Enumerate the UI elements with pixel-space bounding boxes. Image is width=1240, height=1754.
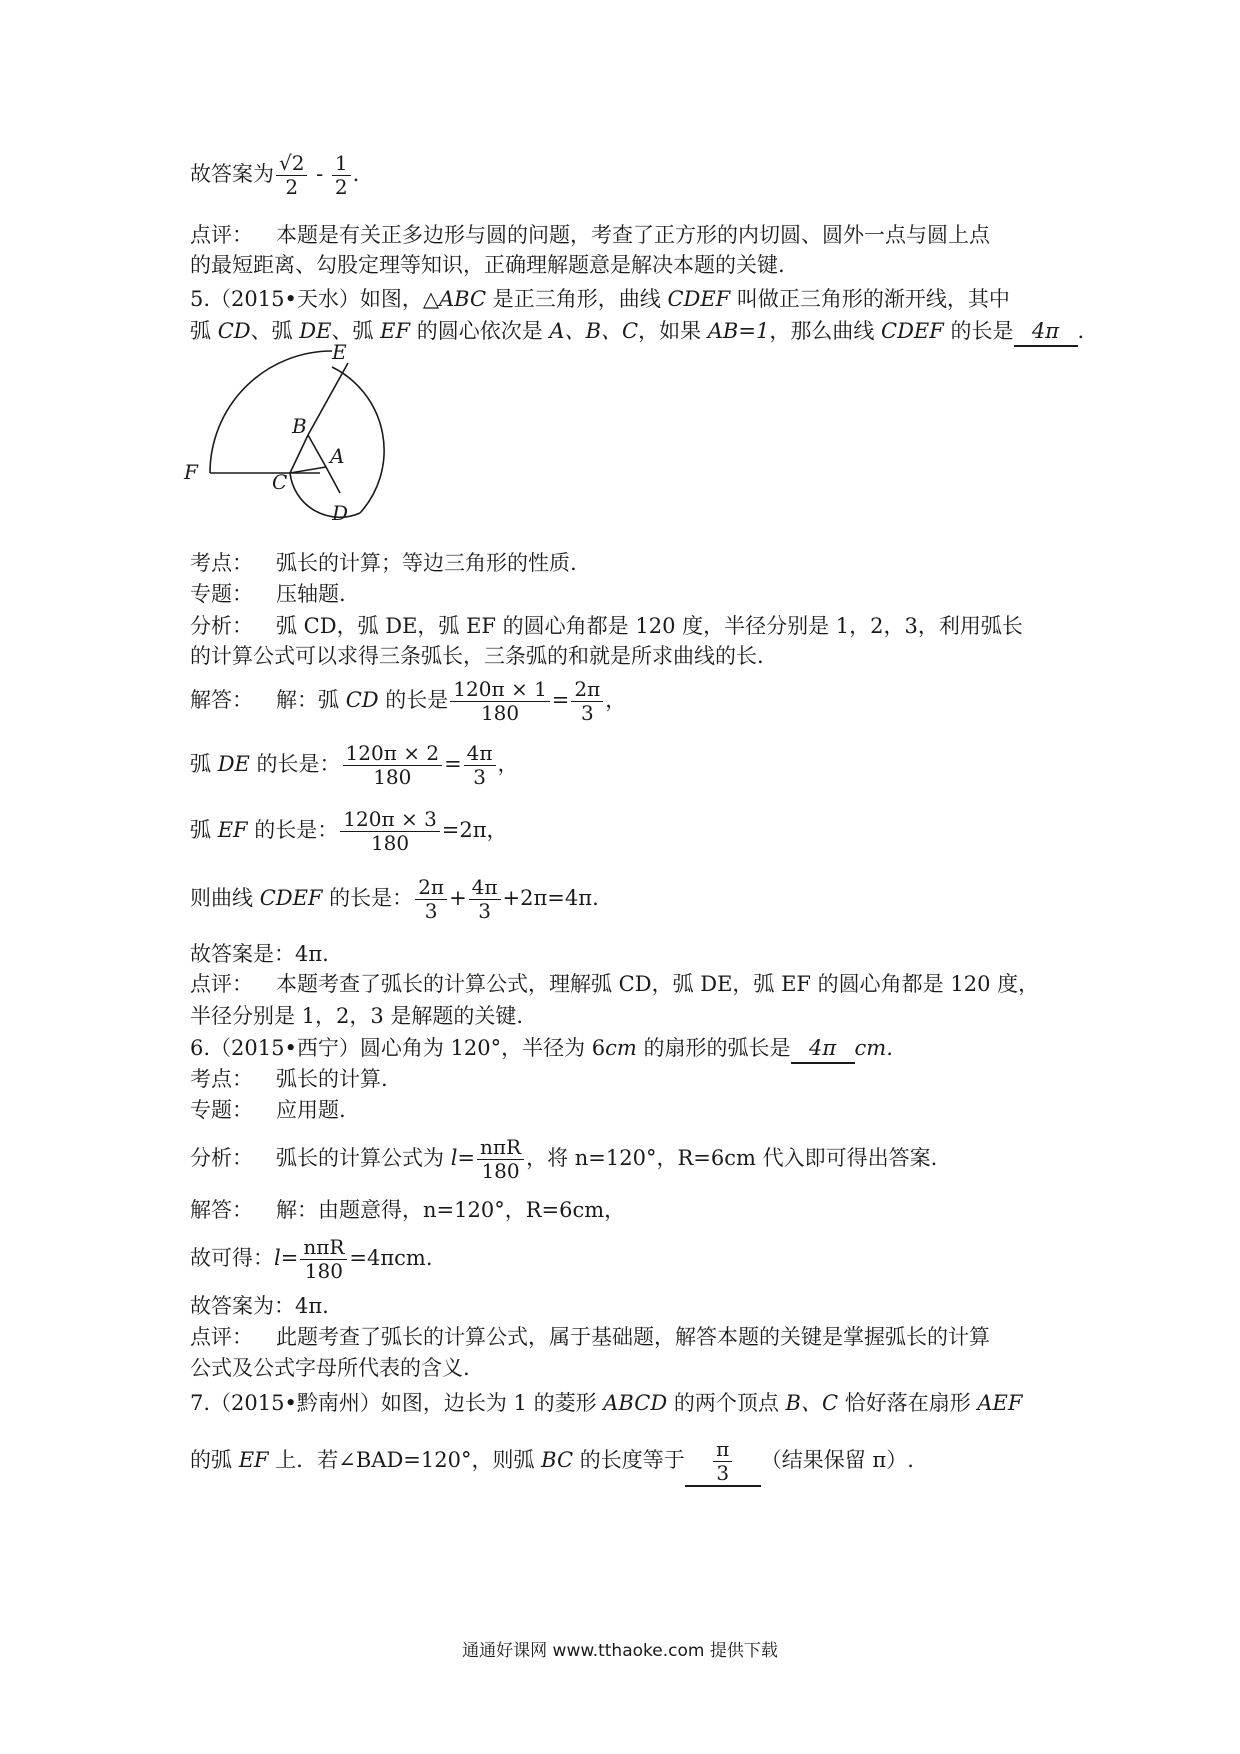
q6-comment-line-2: 公式及公式字母所代表的含义. (190, 1356, 470, 1380)
involute-figure (180, 340, 420, 535)
answer-blank (685, 1438, 761, 1487)
label-b: B (292, 414, 307, 438)
arc-cd (290, 473, 360, 517)
line-ed (308, 363, 348, 435)
fraction: $\frac{4\pi}{3}$ (469, 876, 501, 923)
q6-comment-line-1: 点评： 此题考查了弧长的计算公式，属于基础题，解答本题的关键是掌握弧长的计算 (190, 1325, 990, 1349)
q5-jieda-line-4: 则曲线 CDEF 的长是： $\frac{2\pi}{3}$ + $\frac{4\pi}{3}$ +2π=4π. (190, 875, 599, 923)
arc-ef (210, 351, 332, 473)
q6-zhuanti: 专题： 应用题. (190, 1098, 346, 1122)
triangle-side-bc (290, 435, 308, 473)
q5-stem-line-2: 弧 CD、弧 DE、弧 EF 的圆心依次是 A、B、C，如果 AB=1，那么曲线 CDEF 的长是 4π . (190, 317, 1084, 347)
q5-fenxi-line-2: 的计算公式可以求得三条弧长，三条弧的和就是所求曲线的长. (190, 644, 764, 668)
triangle-side-ca (290, 467, 326, 473)
q6-jieda-line-2: 故可得：l= $\frac{\text{nπR}}{180}$ =4πcm. (190, 1235, 433, 1283)
answer-blank: 4π (791, 1034, 855, 1064)
label-a: A (330, 444, 345, 468)
q7-stem-line-2: 的弧 EF 上．若∠BAD=120°，则弧 BC 的长度等于 $\frac{\pi}{3}$ （结果保留 π）. (190, 1437, 914, 1485)
q4-comment-line-2: 的最短距离、勾股定理等知识，正确理解题意是解决本题的关键. (190, 253, 785, 277)
footer-source: 通通好课网 www.tthaoke.com 提供下载 (462, 1641, 778, 1661)
line-ad (326, 467, 340, 493)
q5-final: 故答案是：4π. (190, 942, 329, 966)
q5-stem-line-1: 5.（2015•天水）如图，△ABC 是正三角形，曲线 CDEF 叫做正三角形的渐开线，其中 (190, 287, 1010, 311)
q6-final: 故答案为：4π. (190, 1294, 329, 1318)
fraction: $\frac{\pi}{3}$ (713, 1438, 732, 1485)
fraction: $\frac{120\pi \times 2}{180}$ (343, 742, 443, 789)
q4-comment-line-1: 点评： 本题是有关正多边形与圆的问题，考查了正方形的内切圆、圆外一点与圆上点 (190, 223, 990, 247)
fraction: $\frac{\text{nπR}}{180}$ (477, 1136, 524, 1183)
q6-stem: 6.（2015•西宁）圆心角为 120°，半径为 6cm 的扇形的弧长是 4π cm. (190, 1034, 893, 1064)
fraction: $\frac{2\pi}{3}$ (571, 678, 603, 725)
fraction: $\frac{120\pi \times 3}{180}$ (340, 808, 440, 855)
answer-blank: 4π (1014, 317, 1078, 347)
triangle-side-ba (308, 435, 326, 467)
label-e: E (332, 340, 347, 364)
q5-jieda-line-3: 弧 EF 的长是： $\frac{120\pi \times 3}{180}$ =2π， (190, 807, 508, 855)
q7-stem-line-1: 7.（2015•黔南州）如图，边长为 1 的菱形 ABCD 的两个顶点 B、C 恰好落在扇形 AEF (190, 1391, 1023, 1415)
q5-kaodian: 考点： 弧长的计算；等边三角形的性质. (190, 551, 577, 575)
q5-comment-line-1: 点评： 本题考查了弧长的计算公式，理解弧 CD，弧 DE，弧 EF 的圆心角都是 120 度， (190, 972, 1040, 996)
label-d: D (332, 501, 349, 525)
label-f: F (184, 460, 198, 484)
fraction: $\frac{120\pi \times 1}{180}$ (450, 678, 550, 725)
label-c: C (272, 470, 288, 494)
fraction: $\frac{1}{2}$ (332, 152, 351, 199)
q6-kaodian: 考点： 弧长的计算. (190, 1067, 388, 1091)
q5-jieda-line-2: 弧 DE 的长是： $\frac{120\pi \times 2}{180}$ = $\frac{4\pi}{3}$ ， (190, 741, 519, 789)
q4-answer-line: 故答案为 $\frac{√2}{2}$ - $\frac{1}{2}$ . (190, 151, 360, 199)
fraction: $\frac{√2}{2}$ (276, 152, 307, 199)
q5-comment-line-2: 半径分别是 1，2，3 是解题的关键. (190, 1004, 524, 1028)
q5-jieda-line-1: 解答： 解：弧 CD 的长是 $\frac{120\pi \times 1}{180}$ = $\frac{2\pi}{3}$ ， (190, 677, 627, 725)
q6-fenxi: 分析： 弧长的计算公式为 l= $\frac{\text{nπR}}{180}$ ，将 n=120°，R=6cm 代入即可得出答案. (190, 1135, 938, 1183)
q5-zhuanti: 专题： 压轴题. (190, 582, 346, 606)
q5-fenxi-line-1: 分析： 弧 CD，弧 DE，弧 EF 的圆心角都是 120 度，半径分别是 1，2，3，利用弧长 (190, 614, 1023, 638)
q6-jieda-line-1: 解答： 解：由题意得，n=120°，R=6cm， (190, 1198, 626, 1222)
fraction: $\frac{\text{nπR}}{180}$ (300, 1236, 347, 1283)
fraction: $\frac{2\pi}{3}$ (415, 876, 447, 923)
fraction: $\frac{4\pi}{3}$ (464, 742, 496, 789)
